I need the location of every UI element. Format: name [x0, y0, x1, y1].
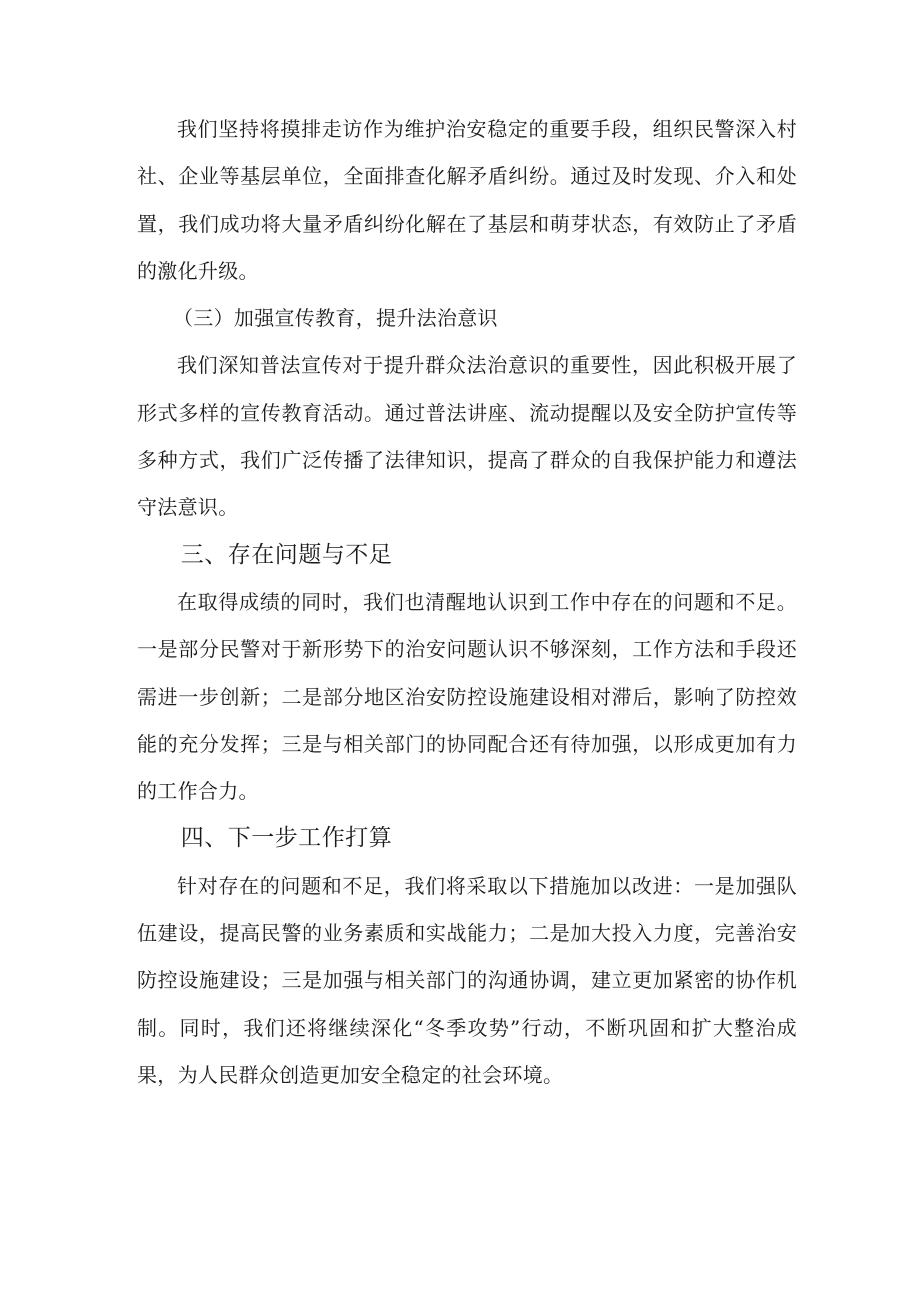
paragraph-mediation: 我们坚持将摸排走访作为维护治安稳定的重要手段，组织民警深入村社、企业等基层单位，全面排查化解矛盾纠纷。通过及时发现、介入和处置，我们成功将大量矛盾纠纷化解在了基层和萌芽状态，有效防止了矛盾的激化升级。 — [137, 117, 797, 283]
document-body — [137, 106, 797, 1099]
paragraph-problems: 在取得成绩的同时，我们也清醒地认识到工作中存在的问题和不足。一是部分民警对于新形势下的治安问题认识不够深刻，工作方法和手段还需进一步创新；二是部分地区治安防控设施建设相对滞后，影响了防控效能的充分发挥；三是与相关部门的协同配合还有待加强，以形成更加有力的工作合力。 — [137, 589, 797, 804]
paragraph-legal-education: 我们深知普法宣传对于提升群众法治意识的重要性，因此积极开展了形式多样的宣传教育活动。通过普法讲座、流动提醒以及安全防护宣传等多种方式，我们广泛传播了法律知识，提高了群众的自我保护能力和遵法守法意识。 — [137, 353, 797, 520]
section-heading-problems: 三、存在问题与不足 — [180, 541, 393, 568]
subheading-legal-education: （三）加强宣传教育，提升法治意识 — [173, 306, 498, 331]
section-heading-next-steps: 四、下一步工作打算 — [180, 825, 393, 852]
paragraph-next-steps: 针对存在的问题和不足，我们将采取以下措施加以改进：一是加强队伍建设，提高民警的业务素质和实战能力；二是加大投入力度，完善治安防控设施建设；三是加强与相关部门的沟通协调，建立更加紧密的协作机制。同时，我们还将继续深化“冬季攻势”行动，不断巩固和扩大整治成果，为人民群众创造更加安全稳定的社会环境。 — [137, 873, 797, 1087]
